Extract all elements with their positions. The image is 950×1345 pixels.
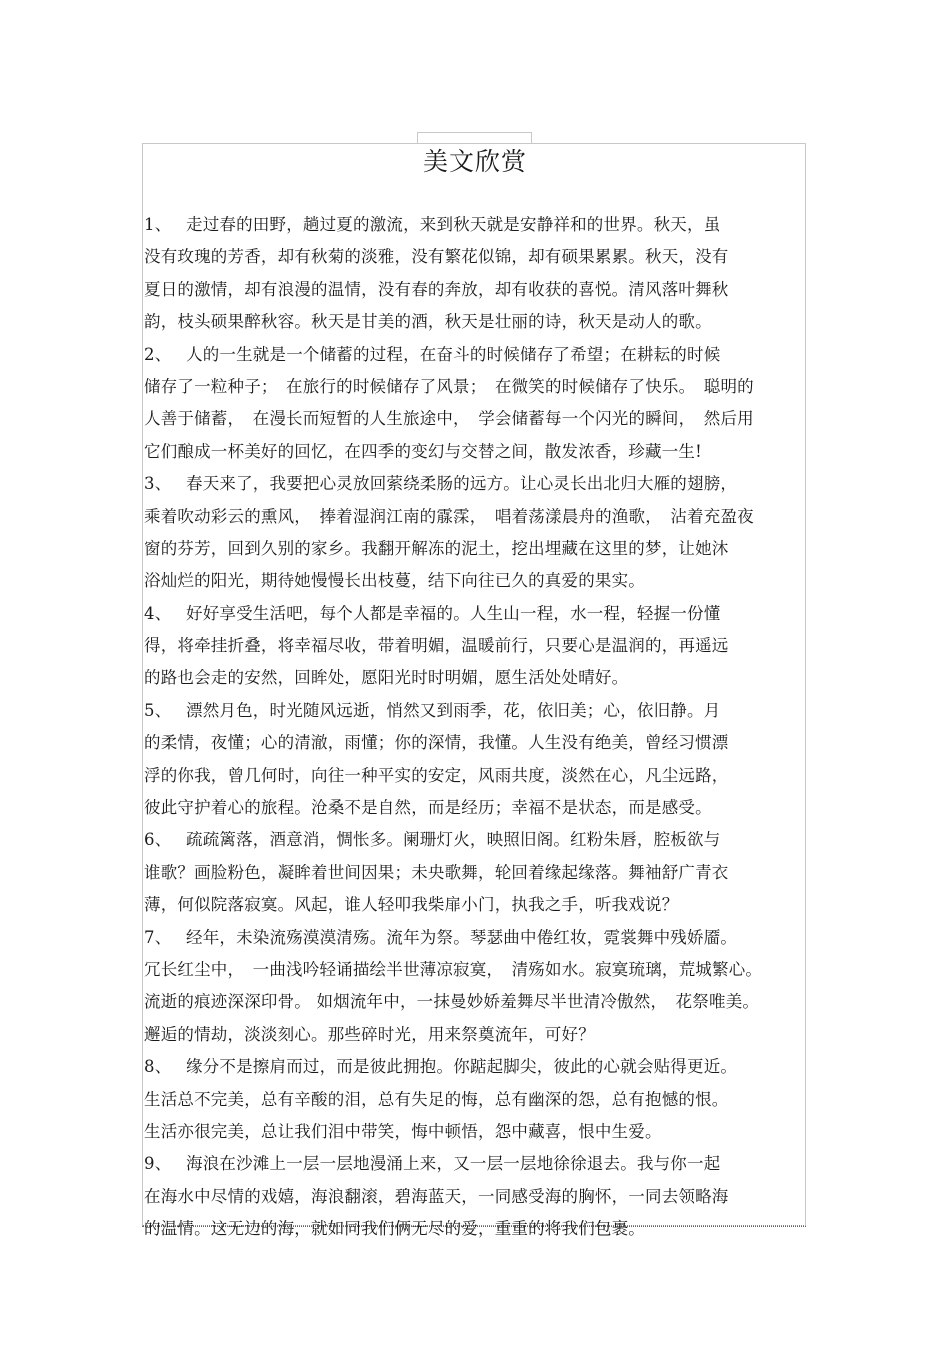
paragraph-line bbox=[144, 339, 808, 371]
line-text: 浴灿烂的阳光，期待她慢慢长出枝蔓，结下向往已久的真爱的果实。 bbox=[144, 571, 645, 591]
line-text: 彼此守护着心的旅程。沧桑不是自然，而是经历；幸福不是状态，而是感受。 bbox=[144, 798, 712, 818]
paragraph-line bbox=[144, 1148, 808, 1180]
paragraph-line bbox=[144, 209, 808, 241]
paragraph-line bbox=[144, 371, 808, 403]
paragraph-line bbox=[144, 727, 808, 759]
line-text: 夏日的激情，却有浪漫的温情，没有春的奔放，却有收获的喜悦。清风落叶舞秋 bbox=[144, 279, 729, 299]
line-text: 生活亦很完美，总让我们泪中带笑，悔中顿悟，怨中藏喜，恨中生爱。 bbox=[144, 1121, 662, 1141]
paragraph-line bbox=[144, 824, 808, 856]
paragraph-line bbox=[144, 889, 808, 921]
paragraph-number: 5、 bbox=[144, 700, 172, 720]
paragraph-number: 4、 bbox=[144, 603, 172, 623]
line-text: 海浪在沙滩上一层一层地漫涌上来，又一层一层地徐徐退去。我与你一起 bbox=[186, 1154, 721, 1174]
paragraph-line bbox=[144, 241, 808, 273]
paragraph-9 bbox=[144, 1148, 808, 1245]
paragraph-line bbox=[144, 662, 808, 694]
line-text: 生活总不完美，总有辛酸的泪，总有失足的悔，总有幽深的怨，总有抱憾的恨。 bbox=[144, 1089, 729, 1109]
line-text: 储存了一粒种子； 在旅行的时候储存了风景； 在微笑的时候储存了快乐。 聪明的 bbox=[144, 376, 754, 396]
line-text: 的温情。这无边的海，就如同我们俩无尽的爱，重重的将我们包裹。 bbox=[144, 1219, 645, 1239]
paragraph-line bbox=[144, 468, 808, 500]
paragraph-number: 9、 bbox=[144, 1154, 172, 1174]
paragraph-line bbox=[144, 274, 808, 306]
line-text: 好好享受生活吧，每个人都是幸福的。人生山一程，水一程，轻握一份懂 bbox=[186, 603, 721, 623]
line-text: 漂然月色，时光随风远逝，悄然又到雨季，花，依旧美；心，依旧静。月 bbox=[186, 700, 721, 720]
line-text: 谁歌？画脸粉色，凝眸着世间因果；未央歌舞，轮回着缘起缘落。舞袖舒广青衣 bbox=[144, 862, 729, 882]
line-text: 乘着吹动彩云的熏风， 捧着湿润江南的霡霂， 唱着荡漾晨舟的渔歌， 沾着充盈夜 bbox=[144, 506, 754, 526]
line-text: 缘分不是擦肩而过，而是彼此拥抱。你踮起脚尖，彼此的心就会贴得更近。 bbox=[186, 1057, 738, 1077]
paragraph-line bbox=[144, 792, 808, 824]
paragraph-number: 8、 bbox=[144, 1057, 172, 1077]
paragraph-number: 6、 bbox=[144, 830, 172, 850]
paragraph-4 bbox=[144, 598, 808, 695]
paragraph-line bbox=[144, 501, 808, 533]
paragraph-8 bbox=[144, 1051, 808, 1148]
line-text: 冗长红尘中， 一曲浅吟轻诵描绘半世薄凉寂寞， 清殇如水。寂寞琉璃，荒城繁心。 bbox=[144, 959, 763, 979]
paragraph-3 bbox=[144, 468, 808, 598]
line-text: 疏疏篱落，酒意消，惆怅多。阑珊灯火，映照旧阁。红粉朱唇，腔板欲与 bbox=[186, 830, 721, 850]
article-body bbox=[144, 209, 808, 1246]
paragraph-line bbox=[144, 1019, 808, 1051]
line-text: 薄，何似院落寂寞。风起，谁人轻叩我柴扉小门，执我之手，听我戏说？ bbox=[144, 895, 679, 915]
line-text: 春天来了，我要把心灵放回萦绕柔肠的远方。让心灵长出北归大雁的翅膀， bbox=[186, 474, 738, 494]
paragraph-number: 2、 bbox=[144, 344, 172, 364]
paragraph-2 bbox=[144, 339, 808, 469]
paragraph-number: 3、 bbox=[144, 474, 172, 494]
paragraph-line bbox=[144, 922, 808, 954]
paragraph-line bbox=[144, 1051, 808, 1083]
paragraph-6 bbox=[144, 824, 808, 921]
paragraph-line bbox=[144, 403, 808, 435]
paragraph-line bbox=[144, 954, 808, 986]
paragraph-7 bbox=[144, 922, 808, 1052]
paragraph-line bbox=[144, 1084, 808, 1116]
paragraph-line bbox=[144, 598, 808, 630]
line-text: 没有玫瑰的芳香，却有秋菊的淡雅，没有繁花似锦，却有硕果累累。秋天，没有 bbox=[144, 247, 729, 267]
paragraph-number: 7、 bbox=[144, 927, 172, 947]
line-text: 流逝的痕迹深深印骨。 如烟流年中，一抹曼妙娇羞舞尽半世清冷傲然， 花祭唯美。 bbox=[144, 992, 760, 1012]
paragraph-line bbox=[144, 306, 808, 338]
paragraph-1 bbox=[144, 209, 808, 339]
line-text: 走过春的田野，趟过夏的激流，来到秋天就是安静祥和的世界。秋天，虽 bbox=[186, 215, 721, 234]
line-text: 得，将牵挂折叠，将幸福尽收，带着明媚，温暖前行，只要心是温润的，再遥远 bbox=[144, 636, 729, 656]
line-text: 的路也会走的安然，回眸处，愿阳光时时明媚，愿生活处处晴好。 bbox=[144, 668, 629, 688]
paragraph-line bbox=[144, 986, 808, 1018]
line-text: 窗的芬芳，回到久别的家乡。我翻开解冻的泥土，挖出埋藏在这里的梦，让她沐 bbox=[144, 538, 729, 558]
line-text: 它们酿成一杯美好的回忆，在四季的变幻与交替之间，散发浓香，珍藏一生! bbox=[144, 441, 702, 461]
line-text: 韵，枝头硕果醉秋容。秋天是甘美的酒，秋天是壮丽的诗，秋天是动人的歌。 bbox=[144, 312, 712, 332]
line-text: 人善于储蓄， 在漫长而短暂的人生旅途中， 学会储蓄每一个闪光的瞬间， 然后用 bbox=[144, 409, 754, 429]
paragraph-line bbox=[144, 630, 808, 662]
paragraph-line bbox=[144, 1116, 808, 1148]
paragraph-line bbox=[144, 436, 808, 468]
paragraph-line bbox=[144, 760, 808, 792]
line-text: 人的一生就是一个储蓄的过程，在奋斗的时候储存了希望；在耕耘的时候 bbox=[186, 344, 721, 364]
line-text: 浮的你我，曾几何时，向往一种平实的安定，风雨共度，淡然在心，凡尘远路， bbox=[144, 765, 729, 785]
paragraph-line bbox=[144, 857, 808, 889]
line-text: 在海水中尽情的戏嬉，海浪翻滚，碧海蓝天，一同感受海的胸怀，一同去领略海 bbox=[144, 1186, 729, 1206]
paragraph-number: 1、 bbox=[144, 215, 172, 234]
paragraph-5 bbox=[144, 695, 808, 825]
line-text: 经年，未染流殇漠漠清殇。流年为祭。琴瑟曲中倦红妆，霓裳舞中残娇靥。 bbox=[186, 927, 738, 947]
page-title: 美文欣赏 bbox=[422, 147, 527, 176]
line-text: 邂逅的情劫，淡淡刻心。那些碎时光，用来祭奠流年，可好？ bbox=[144, 1024, 595, 1044]
paragraph-line bbox=[144, 533, 808, 565]
paragraph-line bbox=[144, 1213, 808, 1245]
paragraph-line bbox=[144, 695, 808, 727]
paragraph-line bbox=[144, 565, 808, 597]
paragraph-line bbox=[144, 1181, 808, 1213]
line-text: 的柔情，夜懂；心的清澈，雨懂；你的深情，我懂。人生没有绝美，曾经习惯漂 bbox=[144, 733, 729, 753]
